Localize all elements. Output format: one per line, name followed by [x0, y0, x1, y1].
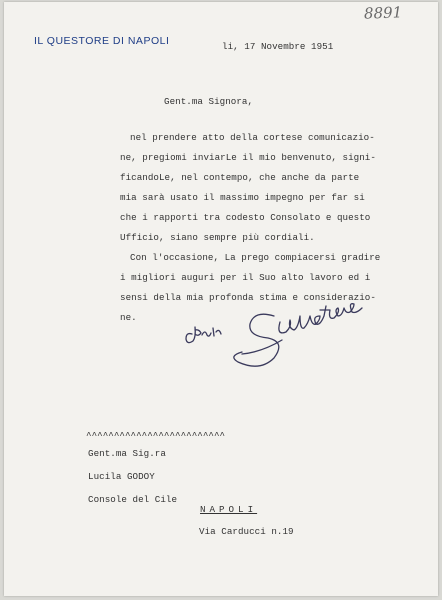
- letter-body: [120, 131, 380, 324]
- separator-line: ^^^^^^^^^^^^^^^^^^^^^^^^^: [86, 430, 226, 441]
- body-line: ficandoLe, nel contempo, che anche da parte: [120, 172, 360, 183]
- body-line: Con l'occasione, La prego compiacersi gradire: [130, 252, 381, 263]
- recipient-city: NAPOLI: [200, 504, 258, 515]
- recipient-salutation: Gent.ma Sig.ra: [88, 448, 166, 459]
- archive-number: 8891: [363, 3, 403, 23]
- body-line: nel prendere atto della cortese comunicazio-: [130, 132, 375, 143]
- body-line: sensi della mia profonda stima e considerazio-: [120, 292, 376, 303]
- salutation: Gent.ma Signora,: [164, 96, 254, 107]
- body-line: che i rapporti tra codesto Consolato e questo: [120, 212, 371, 223]
- letter-date: li, 17 Novembre 1951: [222, 41, 334, 52]
- recipient-title: Console del Cile: [88, 494, 178, 505]
- recipient-name: Lucila GODOY: [88, 471, 155, 482]
- body-line: mia sarà usato il massimo impegno per far si: [120, 192, 365, 203]
- body-line: i migliori auguri per il Suo alto lavoro ed i: [120, 272, 371, 283]
- address-block: [88, 447, 177, 506]
- recipient-street: Via Carducci n.19: [199, 526, 294, 537]
- letter-page: [4, 2, 438, 596]
- body-line: Ufficio, siano sempre più cordiali.: [120, 232, 315, 243]
- body-line: ne.: [120, 312, 137, 323]
- body-line: ne, pregiomi inviarLe il mio benvenuto, signi-: [120, 152, 376, 163]
- handwritten-signature: [182, 302, 402, 382]
- letterhead: IL QUESTORE DI NAPOLI: [34, 35, 170, 47]
